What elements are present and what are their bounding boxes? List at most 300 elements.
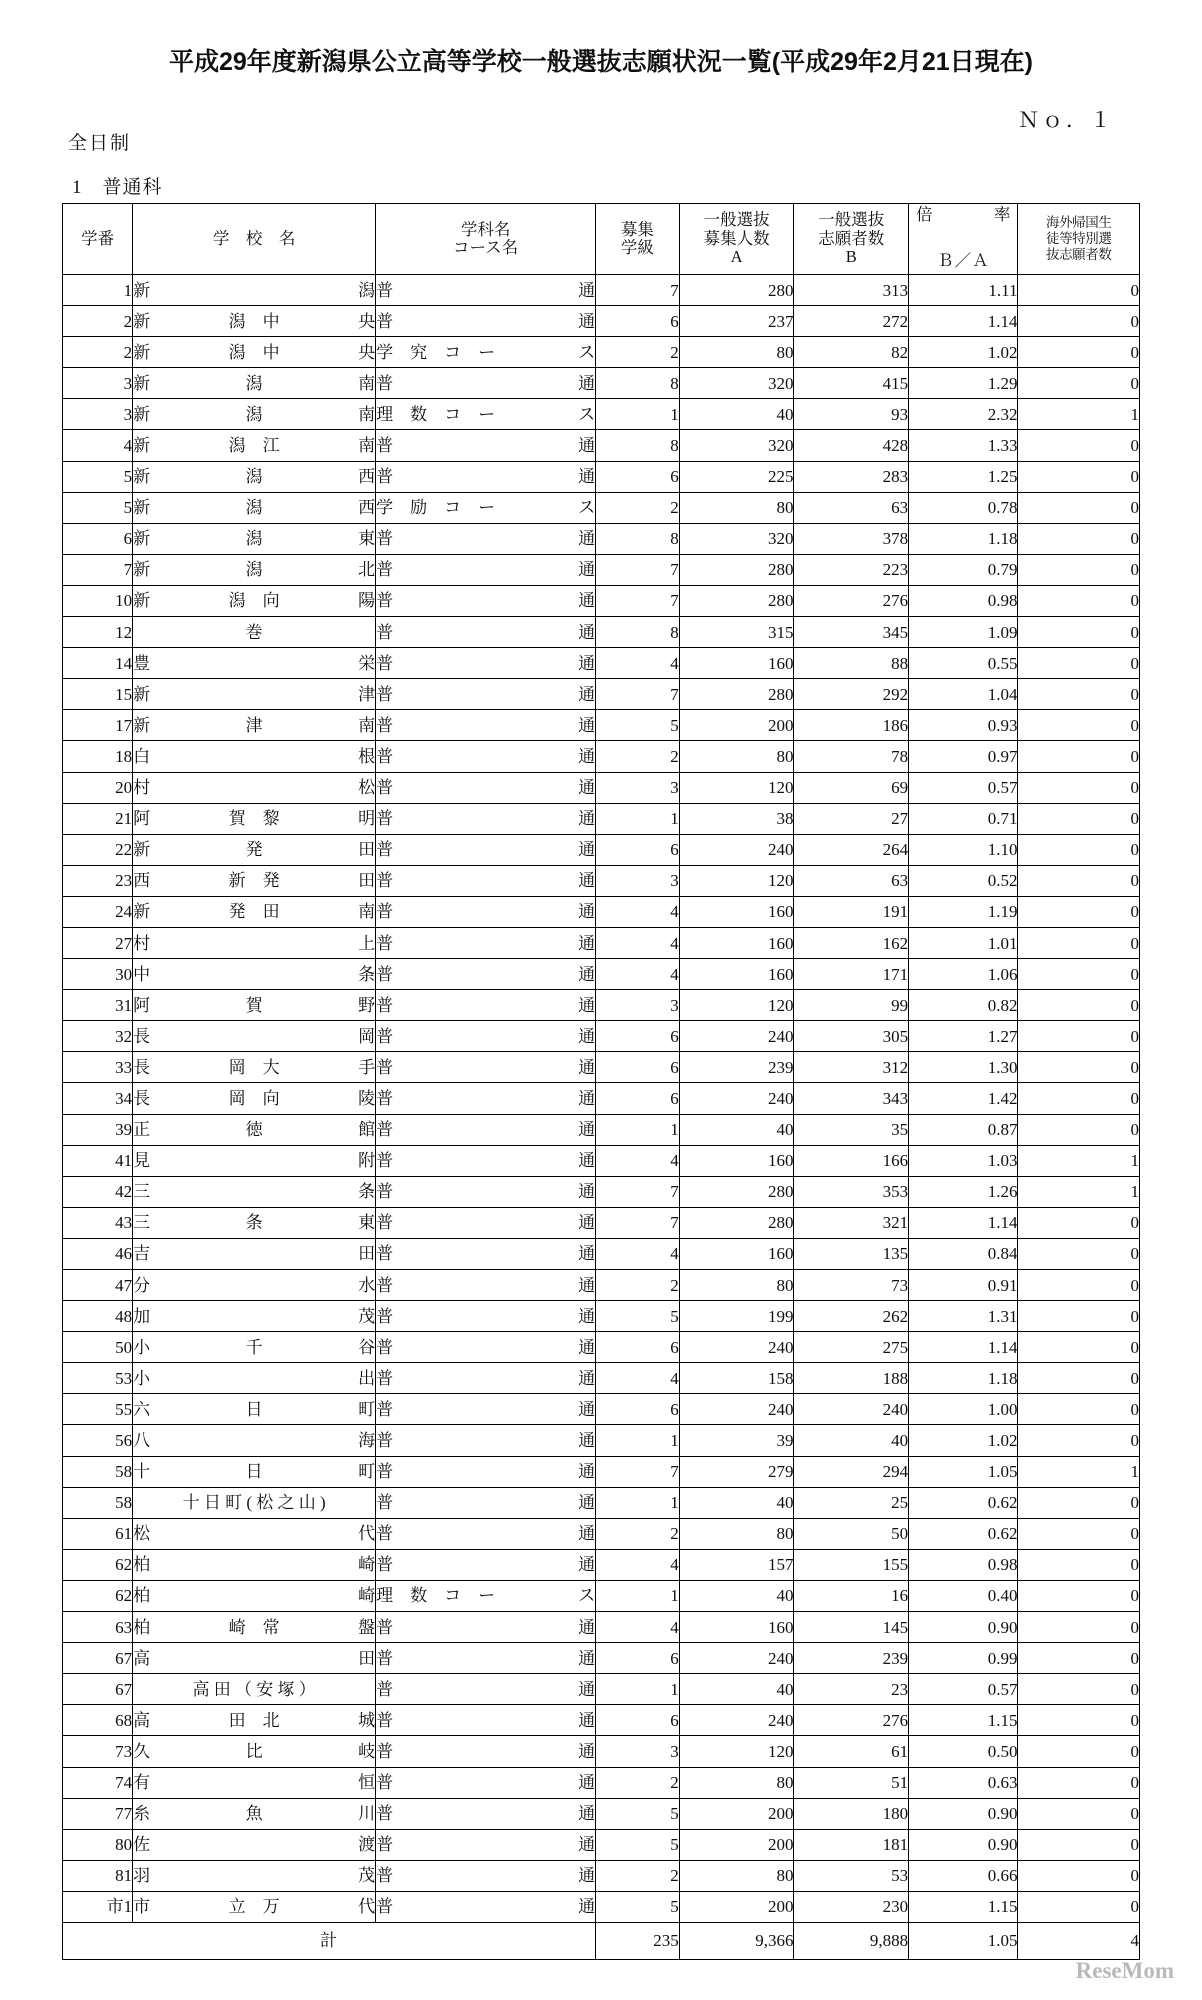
cell-school-number: 63 [63, 1612, 133, 1643]
cell-overseas-applicants: 0 [1018, 865, 1140, 896]
cell-school-name: 新 潟 南 [133, 368, 376, 399]
total-ratio: 1.05 [909, 1922, 1018, 1959]
cell-class-count: 1 [596, 1580, 680, 1611]
table-row [63, 399, 1140, 430]
cell-overseas-applicants: 0 [1018, 679, 1140, 710]
cell-school-name: 八 海 [133, 1425, 376, 1456]
cell-class-count: 6 [596, 1052, 680, 1083]
cell-overseas-applicants: 0 [1018, 1238, 1140, 1269]
cell-overseas-applicants: 0 [1018, 368, 1140, 399]
cell-applicants-b: 23 [794, 1674, 909, 1705]
table-row [63, 1518, 1140, 1549]
cell-school-name: 巻 [133, 617, 376, 648]
cell-capacity-a: 280 [679, 679, 794, 710]
cell-school-name: 新 潟 中 央 [133, 337, 376, 368]
cell-applicants-b: 186 [794, 710, 909, 741]
cell-overseas-applicants: 1 [1018, 399, 1140, 430]
cell-capacity-a: 80 [679, 1767, 794, 1798]
cell-capacity-a: 80 [679, 1518, 794, 1549]
cell-course-name: 普 通 [376, 959, 596, 990]
cell-overseas-applicants: 0 [1018, 927, 1140, 958]
cell-school-name: 新 潟 江 南 [133, 430, 376, 461]
cell-class-count: 7 [596, 1207, 680, 1238]
application-status-table [62, 203, 1140, 1960]
cell-applicants-b: 415 [794, 368, 909, 399]
cell-applicants-b: 171 [794, 959, 909, 990]
cell-course-name: 普 通 [376, 896, 596, 927]
cell-applicants-b: 343 [794, 1083, 909, 1114]
cell-course-name: 普 通 [376, 1487, 596, 1518]
cell-school-name: 高 田 （ 安 塚 ） [133, 1674, 376, 1705]
cell-capacity-a: 160 [679, 1612, 794, 1643]
cell-capacity-a: 120 [679, 990, 794, 1021]
cell-course-name: 普 通 [376, 430, 596, 461]
cell-school-name: 新 潟 西 [133, 461, 376, 492]
header-overseas-applicants [1018, 204, 1140, 275]
cell-ratio: 0.90 [909, 1798, 1018, 1829]
cell-applicants-b: 353 [794, 1176, 909, 1207]
cell-school-number: 48 [63, 1301, 133, 1332]
table-row [63, 306, 1140, 337]
cell-overseas-applicants: 0 [1018, 1487, 1140, 1518]
cell-course-name: 普 通 [376, 523, 596, 554]
cell-class-count: 3 [596, 990, 680, 1021]
cell-applicants-b: 188 [794, 1363, 909, 1394]
table-row [63, 865, 1140, 896]
table-row [63, 1207, 1140, 1238]
cell-school-number: 3 [63, 399, 133, 430]
cell-school-name: 有 恒 [133, 1767, 376, 1798]
cell-ratio: 1.33 [909, 430, 1018, 461]
cell-capacity-a: 280 [679, 1176, 794, 1207]
cell-class-count: 3 [596, 1736, 680, 1767]
cell-school-name: 柏 崎 [133, 1580, 376, 1611]
cell-ratio: 1.42 [909, 1083, 1018, 1114]
cell-overseas-applicants: 0 [1018, 554, 1140, 585]
header-a-line3: A [730, 247, 743, 267]
table-body [63, 275, 1140, 1960]
cell-ratio: 0.78 [909, 492, 1018, 523]
table-row [63, 1798, 1140, 1829]
table-row [63, 1705, 1140, 1736]
cell-school-number: 53 [63, 1363, 133, 1394]
cell-course-name: 普 通 [376, 275, 596, 306]
cell-class-count: 3 [596, 865, 680, 896]
cell-school-name: 西 新 発 田 [133, 865, 376, 896]
table-row [63, 710, 1140, 741]
cell-applicants-b: 135 [794, 1238, 909, 1269]
table-header-row [63, 204, 1140, 275]
cell-ratio: 0.55 [909, 648, 1018, 679]
cell-school-name: 新 潟 北 [133, 554, 376, 585]
cell-ratio: 0.66 [909, 1860, 1018, 1891]
cell-overseas-applicants: 0 [1018, 1332, 1140, 1363]
cell-school-number: 市1 [63, 1891, 133, 1922]
cell-course-name: 普 通 [376, 834, 596, 865]
cell-capacity-a: 120 [679, 772, 794, 803]
cell-capacity-a: 240 [679, 1021, 794, 1052]
cell-applicants-b: 53 [794, 1860, 909, 1891]
cell-school-number: 77 [63, 1798, 133, 1829]
cell-school-name: 豊 栄 [133, 648, 376, 679]
cell-applicants-b: 27 [794, 803, 909, 834]
cell-class-count: 6 [596, 306, 680, 337]
cell-applicants-b: 345 [794, 617, 909, 648]
cell-school-number: 50 [63, 1332, 133, 1363]
cell-course-name: 普 通 [376, 1829, 596, 1860]
table-row [63, 554, 1140, 585]
cell-capacity-a: 237 [679, 306, 794, 337]
cell-school-name: 見 附 [133, 1145, 376, 1176]
cell-course-name: 学 究 コ ー ス [376, 337, 596, 368]
cell-course-name: 普 通 [376, 1518, 596, 1549]
table-row [63, 927, 1140, 958]
cell-school-name: 阿 賀 黎 明 [133, 803, 376, 834]
cell-capacity-a: 80 [679, 1860, 794, 1891]
cell-overseas-applicants: 1 [1018, 1145, 1140, 1176]
cell-capacity-a: 279 [679, 1456, 794, 1487]
cell-capacity-a: 40 [679, 1487, 794, 1518]
cell-school-name: 加 茂 [133, 1301, 376, 1332]
cell-class-count: 4 [596, 1549, 680, 1580]
cell-class-count: 8 [596, 368, 680, 399]
cell-applicants-b: 240 [794, 1394, 909, 1425]
cell-school-number: 58 [63, 1487, 133, 1518]
cell-school-name: 新 潟 [133, 275, 376, 306]
header-ratio-right: 率 [993, 205, 1011, 224]
cell-capacity-a: 80 [679, 337, 794, 368]
cell-school-name: 十 日 町 [133, 1456, 376, 1487]
cell-overseas-applicants: 1 [1018, 1456, 1140, 1487]
cell-applicants-b: 50 [794, 1518, 909, 1549]
cell-school-number: 21 [63, 803, 133, 834]
cell-class-count: 6 [596, 1705, 680, 1736]
table-row [63, 368, 1140, 399]
cell-applicants-b: 305 [794, 1021, 909, 1052]
cell-overseas-applicants: 0 [1018, 1860, 1140, 1891]
cell-ratio: 1.15 [909, 1705, 1018, 1736]
cell-class-count: 8 [596, 430, 680, 461]
cell-class-count: 1 [596, 1425, 680, 1456]
cell-ratio: 0.71 [909, 803, 1018, 834]
cell-overseas-applicants: 0 [1018, 523, 1140, 554]
cell-course-name: 普 通 [376, 1052, 596, 1083]
cell-course-name: 普 通 [376, 679, 596, 710]
cell-course-name: 普 通 [376, 1736, 596, 1767]
cell-class-count: 7 [596, 585, 680, 616]
cell-capacity-a: 225 [679, 461, 794, 492]
cell-capacity-a: 200 [679, 1829, 794, 1860]
cell-school-number: 46 [63, 1238, 133, 1269]
cell-class-count: 4 [596, 1363, 680, 1394]
cell-course-name: 普 通 [376, 710, 596, 741]
cell-class-count: 5 [596, 1829, 680, 1860]
cell-course-name: 普 通 [376, 1083, 596, 1114]
cell-capacity-a: 200 [679, 1891, 794, 1922]
cell-overseas-applicants: 0 [1018, 1767, 1140, 1798]
cell-class-count: 5 [596, 1301, 680, 1332]
table-row [63, 1301, 1140, 1332]
header-course-line2: コース名 [452, 238, 519, 257]
cell-applicants-b: 166 [794, 1145, 909, 1176]
table-row [63, 1238, 1140, 1269]
header-overseas-line2: 徒等特別選 [1045, 231, 1112, 247]
cell-capacity-a: 120 [679, 865, 794, 896]
cell-ratio: 0.90 [909, 1612, 1018, 1643]
cell-overseas-applicants: 0 [1018, 1363, 1140, 1394]
cell-school-number: 22 [63, 834, 133, 865]
cell-applicants-b: 40 [794, 1425, 909, 1456]
cell-capacity-a: 239 [679, 1052, 794, 1083]
table-row [63, 617, 1140, 648]
cell-school-number: 31 [63, 990, 133, 1021]
header-capacity-a [679, 204, 794, 275]
cell-class-count: 5 [596, 1891, 680, 1922]
cell-class-count: 4 [596, 648, 680, 679]
cell-overseas-applicants: 0 [1018, 959, 1140, 990]
cell-applicants-b: 16 [794, 1580, 909, 1611]
cell-class-count: 2 [596, 1860, 680, 1891]
cell-applicants-b: 78 [794, 741, 909, 772]
cell-capacity-a: 160 [679, 648, 794, 679]
cell-school-number: 1 [63, 275, 133, 306]
cell-overseas-applicants: 0 [1018, 1052, 1140, 1083]
table-row [63, 772, 1140, 803]
cell-school-number: 80 [63, 1829, 133, 1860]
cell-school-name: 新 発 田 [133, 834, 376, 865]
cell-class-count: 4 [596, 1612, 680, 1643]
cell-school-name: 新 潟 西 [133, 492, 376, 523]
table-row [63, 523, 1140, 554]
cell-school-number: 56 [63, 1425, 133, 1456]
cell-school-number: 41 [63, 1145, 133, 1176]
cell-course-name: 学 励 コ ー ス [376, 492, 596, 523]
cell-applicants-b: 276 [794, 585, 909, 616]
cell-applicants-b: 155 [794, 1549, 909, 1580]
cell-class-count: 3 [596, 772, 680, 803]
total-overseas-applicants: 4 [1018, 1922, 1140, 1959]
cell-school-number: 20 [63, 772, 133, 803]
cell-school-name: 高 田 北 城 [133, 1705, 376, 1736]
table-row [63, 1736, 1140, 1767]
cell-capacity-a: 240 [679, 1705, 794, 1736]
cell-capacity-a: 280 [679, 275, 794, 306]
cell-capacity-a: 80 [679, 1270, 794, 1301]
cell-school-name: 正 徳 館 [133, 1114, 376, 1145]
cell-ratio: 1.30 [909, 1052, 1018, 1083]
cell-school-number: 43 [63, 1207, 133, 1238]
table-row [63, 1829, 1140, 1860]
cell-class-count: 1 [596, 1487, 680, 1518]
cell-ratio: 1.02 [909, 1425, 1018, 1456]
cell-overseas-applicants: 0 [1018, 1394, 1140, 1425]
cell-school-number: 14 [63, 648, 133, 679]
cell-course-name: 普 通 [376, 1145, 596, 1176]
cell-school-name: 羽 茂 [133, 1860, 376, 1891]
cell-applicants-b: 181 [794, 1829, 909, 1860]
cell-school-number: 47 [63, 1270, 133, 1301]
cell-capacity-a: 38 [679, 803, 794, 834]
cell-overseas-applicants: 0 [1018, 1270, 1140, 1301]
cell-ratio: 0.98 [909, 585, 1018, 616]
cell-capacity-a: 280 [679, 554, 794, 585]
cell-school-number: 62 [63, 1580, 133, 1611]
cell-applicants-b: 93 [794, 399, 909, 430]
cell-course-name: 普 通 [376, 741, 596, 772]
cell-course-name: 普 通 [376, 1798, 596, 1829]
cell-ratio: 1.01 [909, 927, 1018, 958]
cell-ratio: 0.62 [909, 1518, 1018, 1549]
cell-capacity-a: 320 [679, 430, 794, 461]
cell-capacity-a: 240 [679, 834, 794, 865]
cell-applicants-b: 239 [794, 1643, 909, 1674]
cell-school-name: 市 立 万 代 [133, 1891, 376, 1922]
cell-ratio: 0.57 [909, 1674, 1018, 1705]
cell-school-number: 34 [63, 1083, 133, 1114]
cell-school-name: 小 千 谷 [133, 1332, 376, 1363]
cell-school-number: 27 [63, 927, 133, 958]
cell-school-name: 白 根 [133, 741, 376, 772]
cell-course-name: 普 通 [376, 585, 596, 616]
cell-course-name: 普 通 [376, 990, 596, 1021]
cell-school-number: 81 [63, 1860, 133, 1891]
table-row [63, 1860, 1140, 1891]
cell-course-name: 普 通 [376, 1425, 596, 1456]
cell-applicants-b: 223 [794, 554, 909, 585]
cell-overseas-applicants: 0 [1018, 1518, 1140, 1549]
cell-applicants-b: 275 [794, 1332, 909, 1363]
cell-ratio: 1.31 [909, 1301, 1018, 1332]
cell-ratio: 1.29 [909, 368, 1018, 399]
cell-class-count: 2 [596, 1767, 680, 1798]
total-applicants-b: 9,888 [794, 1922, 909, 1959]
cell-school-number: 2 [63, 337, 133, 368]
page-title: 平成29年度新潟県公立高等学校一般選抜志願状況一覧(平成29年2月21日現在) [169, 48, 1033, 76]
cell-course-name: 普 通 [376, 927, 596, 958]
cell-ratio: 1.04 [909, 679, 1018, 710]
cell-overseas-applicants: 0 [1018, 492, 1140, 523]
cell-overseas-applicants: 0 [1018, 1891, 1140, 1922]
cell-capacity-a: 199 [679, 1301, 794, 1332]
cell-class-count: 2 [596, 1518, 680, 1549]
cell-ratio: 0.82 [909, 990, 1018, 1021]
cell-class-count: 6 [596, 1643, 680, 1674]
cell-school-number: 12 [63, 617, 133, 648]
cell-course-name: 普 通 [376, 1207, 596, 1238]
table-row [63, 741, 1140, 772]
cell-course-name: 理 数 コ ー ス [376, 1580, 596, 1611]
cell-capacity-a: 80 [679, 492, 794, 523]
cell-school-name: 新 発 田 南 [133, 896, 376, 927]
cell-course-name: 普 通 [376, 1674, 596, 1705]
cell-applicants-b: 312 [794, 1052, 909, 1083]
cell-capacity-a: 157 [679, 1549, 794, 1580]
cell-school-name: 柏 崎 常 盤 [133, 1612, 376, 1643]
cell-ratio: 0.57 [909, 772, 1018, 803]
cell-school-number: 18 [63, 741, 133, 772]
cell-ratio: 1.18 [909, 1363, 1018, 1394]
cell-capacity-a: 240 [679, 1083, 794, 1114]
header-class-count [596, 204, 680, 275]
cell-applicants-b: 292 [794, 679, 909, 710]
table-row [63, 1176, 1140, 1207]
cell-course-name: 普 通 [376, 1549, 596, 1580]
cell-school-name: 新 潟 中 央 [133, 306, 376, 337]
cell-capacity-a: 40 [679, 1580, 794, 1611]
cell-ratio: 1.18 [909, 523, 1018, 554]
cell-overseas-applicants: 0 [1018, 585, 1140, 616]
cell-ratio: 1.15 [909, 1891, 1018, 1922]
cell-ratio: 0.99 [909, 1643, 1018, 1674]
cell-overseas-applicants: 0 [1018, 337, 1140, 368]
cell-capacity-a: 315 [679, 617, 794, 648]
cell-class-count: 1 [596, 1114, 680, 1145]
cell-class-count: 4 [596, 896, 680, 927]
cell-school-name: 新 潟 東 [133, 523, 376, 554]
cell-overseas-applicants: 0 [1018, 1114, 1140, 1145]
cell-school-number: 61 [63, 1518, 133, 1549]
cell-applicants-b: 321 [794, 1207, 909, 1238]
cell-course-name: 普 通 [376, 1301, 596, 1332]
cell-school-name: 村 上 [133, 927, 376, 958]
header-overseas-line1: 海外帰国生 [1045, 215, 1112, 231]
cell-applicants-b: 35 [794, 1114, 909, 1145]
cell-ratio: 1.14 [909, 1207, 1018, 1238]
cell-course-name: 普 通 [376, 1363, 596, 1394]
cell-applicants-b: 25 [794, 1487, 909, 1518]
cell-class-count: 4 [596, 1145, 680, 1176]
cell-ratio: 0.87 [909, 1114, 1018, 1145]
cell-ratio: 0.90 [909, 1829, 1018, 1860]
cell-school-number: 15 [63, 679, 133, 710]
cell-school-number: 6 [63, 523, 133, 554]
cell-capacity-a: 280 [679, 1207, 794, 1238]
cell-ratio: 1.14 [909, 306, 1018, 337]
cell-class-count: 2 [596, 337, 680, 368]
cell-capacity-a: 240 [679, 1332, 794, 1363]
header-overseas-line3: 抜志願者数 [1045, 246, 1112, 262]
cell-class-count: 7 [596, 275, 680, 306]
table-row [63, 275, 1140, 306]
cell-course-name: 普 通 [376, 803, 596, 834]
cell-school-number: 67 [63, 1674, 133, 1705]
cell-capacity-a: 280 [679, 585, 794, 616]
cell-school-name: 長 岡 [133, 1021, 376, 1052]
cell-overseas-applicants: 0 [1018, 803, 1140, 834]
cell-capacity-a: 320 [679, 368, 794, 399]
cell-school-name: 吉 田 [133, 1238, 376, 1269]
cell-school-name: 長 岡 向 陵 [133, 1083, 376, 1114]
cell-capacity-a: 160 [679, 1238, 794, 1269]
cell-class-count: 5 [596, 710, 680, 741]
cell-capacity-a: 40 [679, 1674, 794, 1705]
table-total-row [63, 1922, 1140, 1959]
cell-class-count: 1 [596, 803, 680, 834]
cell-school-number: 55 [63, 1394, 133, 1425]
table-row [63, 896, 1140, 927]
cell-school-number: 68 [63, 1705, 133, 1736]
cell-ratio: 0.93 [909, 710, 1018, 741]
cell-overseas-applicants: 0 [1018, 834, 1140, 865]
cell-school-name: 新 津 [133, 679, 376, 710]
cell-capacity-a: 160 [679, 1145, 794, 1176]
cell-applicants-b: 230 [794, 1891, 909, 1922]
cell-school-number: 58 [63, 1456, 133, 1487]
table-row [63, 461, 1140, 492]
cell-overseas-applicants: 0 [1018, 1301, 1140, 1332]
cell-capacity-a: 120 [679, 1736, 794, 1767]
cell-overseas-applicants: 0 [1018, 1207, 1140, 1238]
